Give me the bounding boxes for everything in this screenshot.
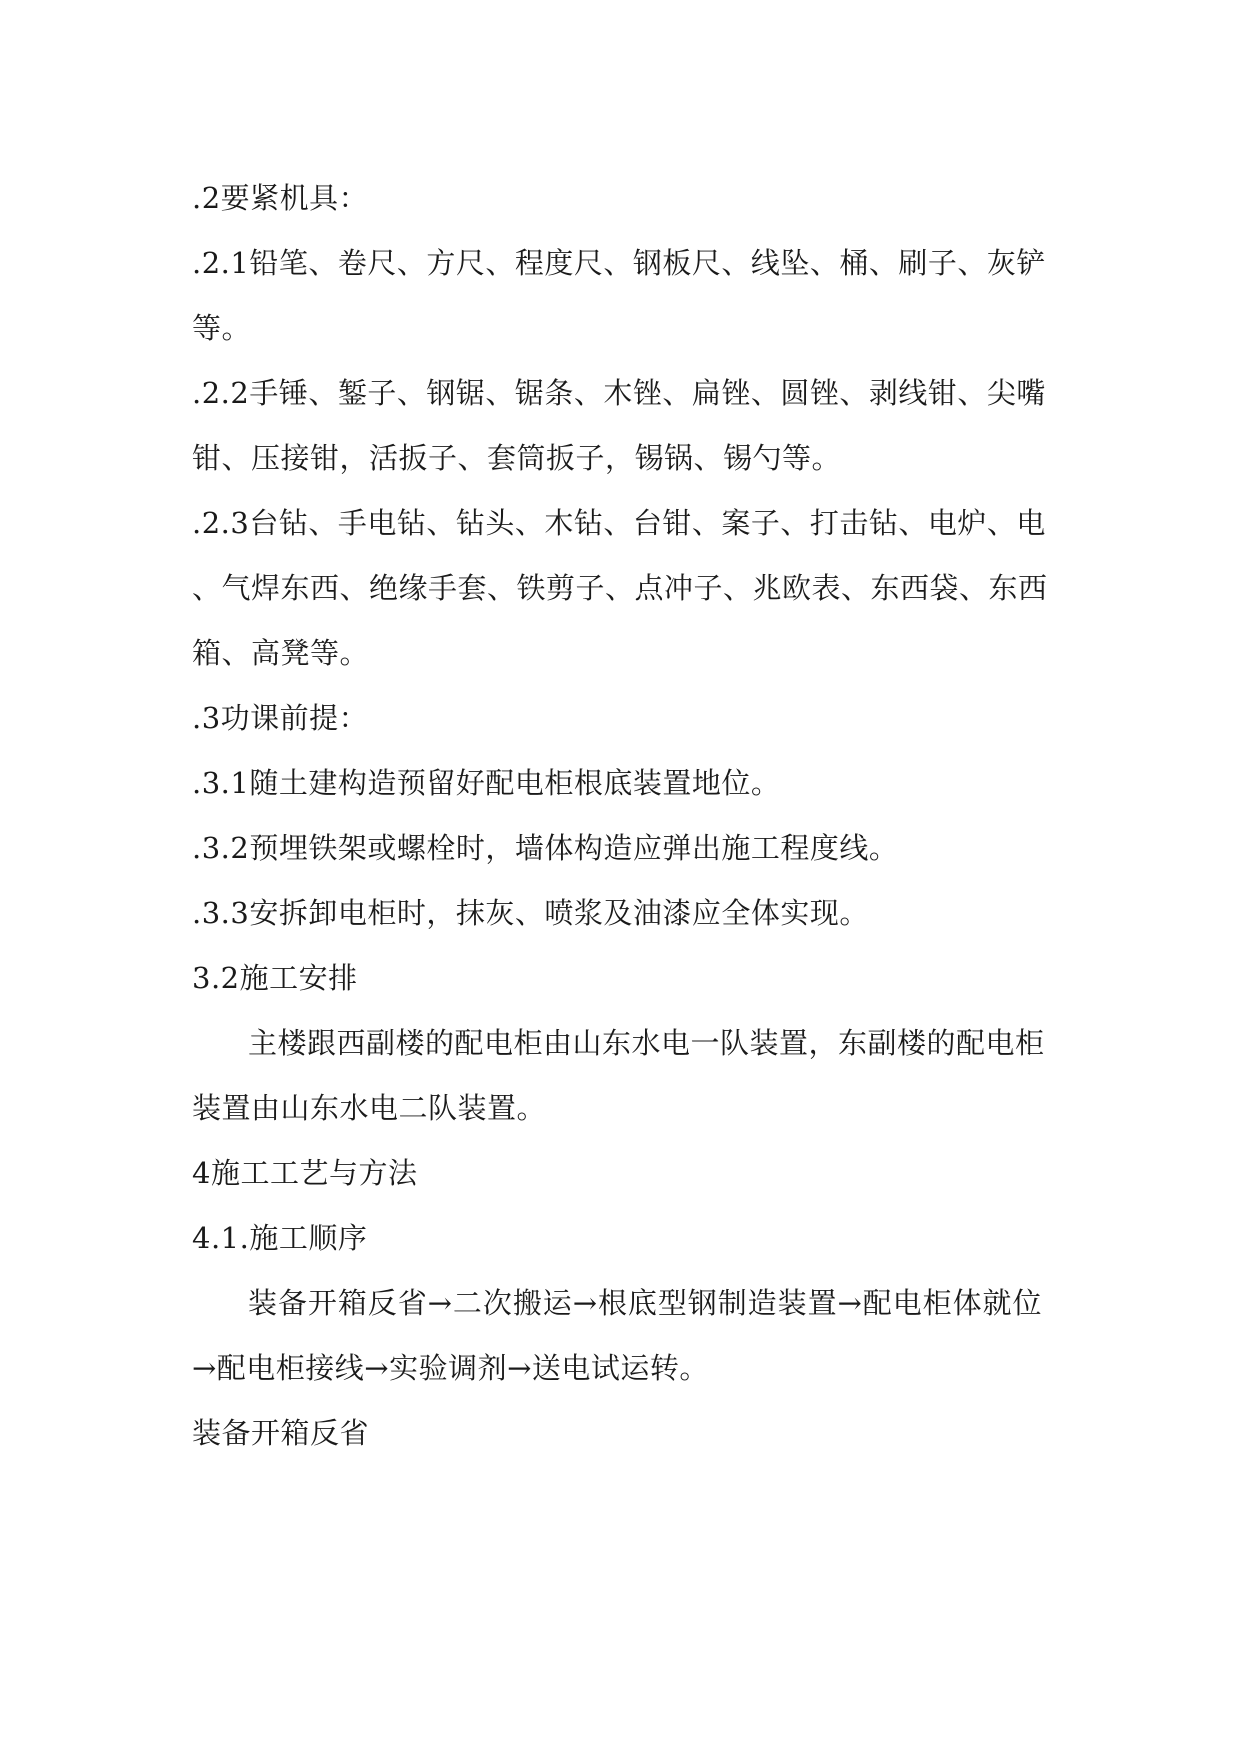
heading-construction-arrangement: 3.2施工安排 (192, 961, 358, 995)
paragraph-tools-3: .2.3台钻、手电钻、钻头、木钻、台钳、案子、打击钻、电炉、电 (192, 506, 1046, 540)
paragraph-sequence-cont: →配电柜接线→实验调剂→送电试运转。 (192, 1351, 709, 1385)
paragraph-arrangement: 主楼跟西副楼的配电柜由山东水电一队装置，东副楼的配电柜 (248, 1026, 1045, 1060)
heading-main-tools: .2要紧机具： (192, 181, 369, 215)
heading-work-conditions: .3功课前提： (192, 701, 369, 735)
heading-process-method: 4施工工艺与方法 (192, 1156, 418, 1190)
document-body (192, 166, 1048, 1466)
paragraph-tools-2-cont: 钳、压接钳，活扳子、套筒扳子，锡锅、锡勺等。 (192, 441, 842, 475)
paragraph-condition-1: .3.1随土建构造预留好配电柜根底装置地位。 (192, 766, 781, 800)
paragraph-condition-3: .3.3安拆卸电柜时，抹灰、喷浆及油漆应全体实现。 (192, 896, 869, 930)
paragraph-tools-3-cont: 、气焊东西、绝缘手套、铁剪子、点冲子、兆欧表、东西袋、东西 (192, 571, 1048, 605)
paragraph-condition-2: .3.2预埋铁架或螺栓时，墙体构造应弹出施工程度线。 (192, 831, 899, 865)
paragraph-tools-2: .2.2手锤、錾子、钢锯、锯条、木锉、扁锉、圆锉、剥线钳、尖嘴 (192, 376, 1046, 410)
paragraph-tools-1-cont: 等。 (192, 311, 252, 345)
paragraph-arrangement-cont: 装置由山东水电二队装置。 (192, 1091, 547, 1125)
heading-equipment-inspection: 装备开箱反省 (192, 1416, 370, 1450)
heading-construction-sequence: 4.1.施工顺序 (192, 1221, 368, 1255)
paragraph-sequence: 装备开箱反省→二次搬运→根底型钢制造装置→配电柜体就位 (248, 1286, 1042, 1320)
paragraph-tools-3-end: 箱、高凳等。 (192, 636, 370, 670)
paragraph-tools-1: .2.1铅笔、卷尺、方尺、程度尺、钢板尺、线坠、桶、刷子、灰铲 (192, 246, 1046, 280)
